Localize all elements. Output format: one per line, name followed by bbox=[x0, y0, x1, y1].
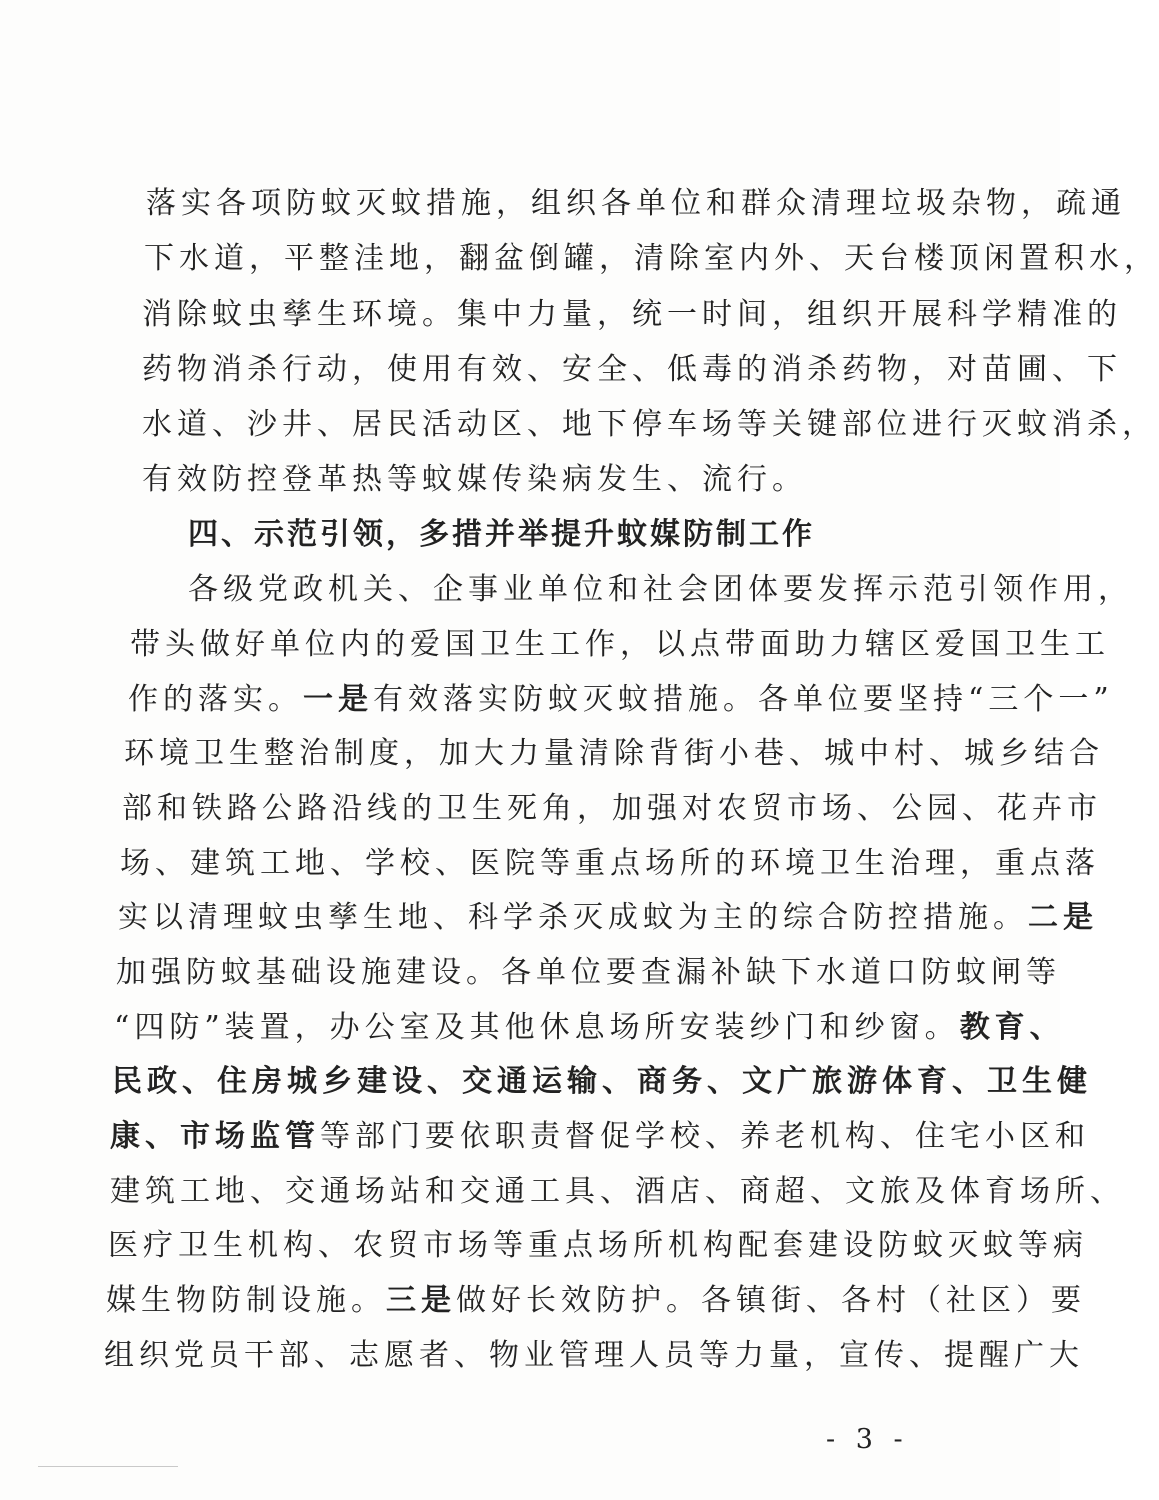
body-line bbox=[110, 1119, 1090, 1155]
body-line: 组织党员干部、志愿者、物业管理人员等力量，宣传、提醒广大 bbox=[104, 1338, 1084, 1373]
scan-edge-line bbox=[38, 1466, 178, 1467]
body-line: 民政、住房城乡建设、交通运输、商务、文广旅游体育、卫生健 bbox=[112, 1064, 1092, 1099]
page-number: - 3 - bbox=[826, 1424, 909, 1455]
body-line: 部和铁路公路沿线的卫生死角，加强对农贸市场、公园、花卉市 bbox=[122, 791, 1102, 826]
body-line: 消除蚊虫孳生环境。集中力量，统一时间，组织开展科学精准的 bbox=[142, 297, 1122, 332]
emphasis-text: 康、市场监管 bbox=[110, 1119, 320, 1154]
body-text: 做好长效防护。各镇街、各村（社区）要 bbox=[456, 1283, 1086, 1318]
body-line: 水道、沙井、居民活动区、地下停车场等关键部位进行灭蚊消杀， bbox=[142, 407, 1157, 442]
emphasis-text: 一是 bbox=[303, 682, 373, 717]
body-text: 作的落实。 bbox=[128, 682, 303, 717]
body-text: 有效落实防蚊灭蚊措施。各单位要坚持“三个一” bbox=[373, 682, 1114, 717]
body-line: 医疗卫生机构、农贸市场等重点场所机构配套建设防蚊灭蚊等病 bbox=[108, 1228, 1088, 1263]
section-heading: 四、示范引领，多措并举提升蚊媒防制工作 bbox=[188, 517, 815, 552]
body-line: 环境卫生整治制度，加大力量清除背街小巷、城中村、城乡结合 bbox=[124, 736, 1104, 771]
body-line: 带头做好单位内的爱国卫生工作，以点带面助力辖区爱国卫生工 bbox=[130, 627, 1110, 662]
emphasis-text: 二是 bbox=[1028, 900, 1098, 935]
body-line: 加强防蚊基础设施建设。各单位要查漏补缺下水道口防蚊闸等 bbox=[116, 955, 1061, 990]
body-line bbox=[128, 682, 1114, 718]
body-line: 各级党政机关、企事业单位和社会团体要发挥示范引领作用， bbox=[188, 572, 1133, 607]
body-line bbox=[106, 1283, 1086, 1319]
body-line: 落实各项防蚊灭蚊措施，组织各单位和群众清理垃圾杂物，疏通 bbox=[146, 186, 1126, 221]
body-line: 药物消杀行动，使用有效、安全、低毒的消杀药物，对苗圃、下 bbox=[142, 352, 1122, 387]
body-text: 媒生物防制设施。 bbox=[106, 1283, 386, 1318]
body-text: 实以清理蚊虫孳生地、科学杀灭成蚊为主的综合防控措施。 bbox=[118, 900, 1028, 935]
body-line bbox=[118, 900, 1098, 936]
body-line: 有效防控登革热等蚊媒传染病发生、流行。 bbox=[142, 462, 807, 497]
body-line: 建筑工地、交通场站和交通工具、酒店、商超、文旅及体育场所、 bbox=[110, 1174, 1125, 1209]
emphasis-text: 三是 bbox=[386, 1283, 456, 1318]
body-line: 场、建筑工地、学校、医院等重点场所的环境卫生治理，重点落 bbox=[120, 846, 1100, 881]
body-text: “四防”装置，办公室及其他休息场所安装纱门和纱窗。 bbox=[114, 1010, 960, 1045]
body-line bbox=[114, 1010, 1065, 1046]
body-line: 下水道，平整洼地，翻盆倒罐，清除室内外、天台楼顶闲置积水， bbox=[144, 241, 1159, 276]
emphasis-text: 教育、 bbox=[959, 1010, 1065, 1045]
body-text: 等部门要依职责督促学校、养老机构、住宅小区和 bbox=[320, 1119, 1090, 1154]
